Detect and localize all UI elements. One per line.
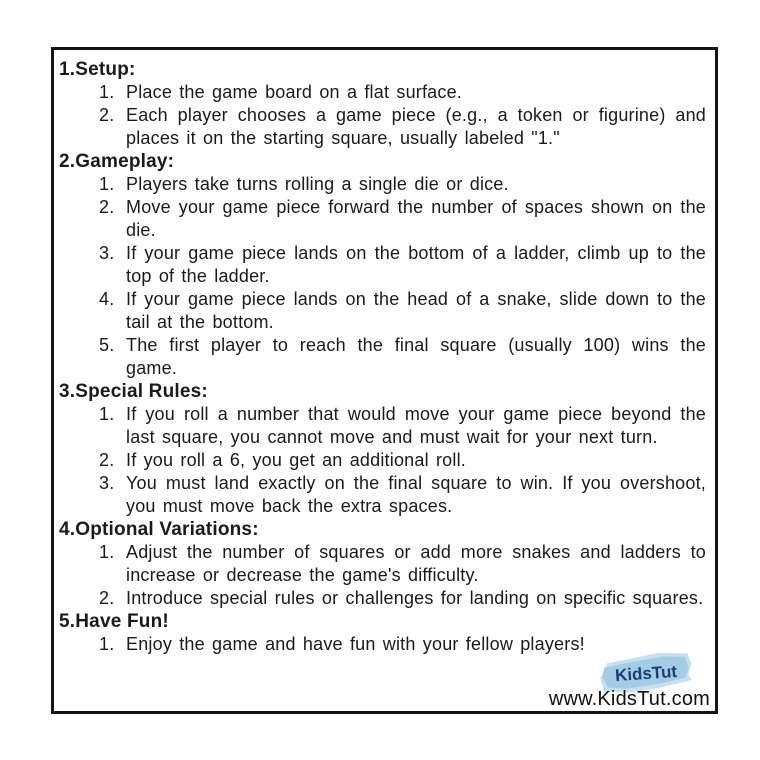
rule-item xyxy=(99,541,708,587)
section-title: Optional Variations: xyxy=(75,519,259,540)
rule-item xyxy=(99,449,708,472)
rules-frame xyxy=(51,47,718,714)
rule-number: 3. xyxy=(99,473,115,493)
rule-number: 1. xyxy=(99,82,115,102)
section-title: Setup: xyxy=(75,59,136,80)
section-heading xyxy=(59,58,708,81)
section-number: 4. xyxy=(59,519,76,540)
section-number: 5. xyxy=(59,611,76,632)
rule-text: Move your game piece forward the number of spaces shown on the die. xyxy=(126,197,706,240)
section-heading xyxy=(59,150,708,173)
rule-text: If you roll a number that would move your game piece beyond the last square, you cannot move and must wait for your next turn. xyxy=(126,404,706,447)
rule-number: 1. xyxy=(99,634,115,654)
rule-number: 1. xyxy=(99,404,115,424)
rule-item xyxy=(99,81,708,104)
section-title: Gameplay: xyxy=(75,151,175,172)
rule-text: The first player to reach the final square (usually 100) wins the game. xyxy=(126,335,706,378)
rule-number: 4. xyxy=(99,289,115,309)
rule-item xyxy=(99,242,708,288)
rule-text: Place the game board on a flat surface. xyxy=(126,82,462,102)
rule-item xyxy=(99,104,708,150)
rule-text: You must land exactly on the final square to win. If you overshoot, you must move back the extra spaces. xyxy=(126,473,706,516)
rule-number: 3. xyxy=(99,243,115,263)
logo-text: KidsTut xyxy=(614,661,678,686)
rule-item xyxy=(99,196,708,242)
rule-text: Adjust the number of squares or add more snakes and ladders to increase or decrease the game's difficulty. xyxy=(126,542,706,585)
section-title: Special Rules: xyxy=(75,381,208,402)
rule-text: Introduce special rules or challenges for landing on specific squares. xyxy=(126,588,704,608)
section-title: Have Fun! xyxy=(75,611,169,632)
rule-item xyxy=(99,334,708,380)
rule-number: 2. xyxy=(99,588,115,608)
rule-text: If you roll a 6, you get an additional roll. xyxy=(126,450,466,470)
rule-text: Enjoy the game and have fun with your fellow players! xyxy=(126,634,585,654)
rule-item xyxy=(99,587,708,610)
rule-number: 1. xyxy=(99,174,115,194)
rule-number: 5. xyxy=(99,335,115,355)
rule-text: Each player chooses a game piece (e.g., a token or figurine) and places it on the starting square, usually labeled "1." xyxy=(126,105,706,148)
rule-number: 2. xyxy=(99,197,115,217)
rule-text: Players take turns rolling a single die or dice. xyxy=(126,174,509,194)
rule-item xyxy=(99,472,708,518)
section-number: 2. xyxy=(59,151,76,172)
rule-number: 2. xyxy=(99,105,115,125)
rule-item xyxy=(99,173,708,196)
rules-sections xyxy=(54,50,715,656)
section-heading xyxy=(59,518,708,541)
rule-item xyxy=(99,403,708,449)
rule-text: If your game piece lands on the bottom of a ladder, climb up to the top of the ladder. xyxy=(126,243,706,286)
rule-number: 1. xyxy=(99,542,115,562)
section-number: 1. xyxy=(59,59,76,80)
section-heading xyxy=(59,610,708,633)
section-heading xyxy=(59,380,708,403)
rule-text: If your game piece lands on the head of a snake, slide down to the tail at the bottom. xyxy=(126,289,706,332)
section-number: 3. xyxy=(59,381,76,402)
rule-number: 2. xyxy=(99,450,115,470)
website-url: www.KidsTut.com xyxy=(548,688,710,710)
rule-item xyxy=(99,288,708,334)
